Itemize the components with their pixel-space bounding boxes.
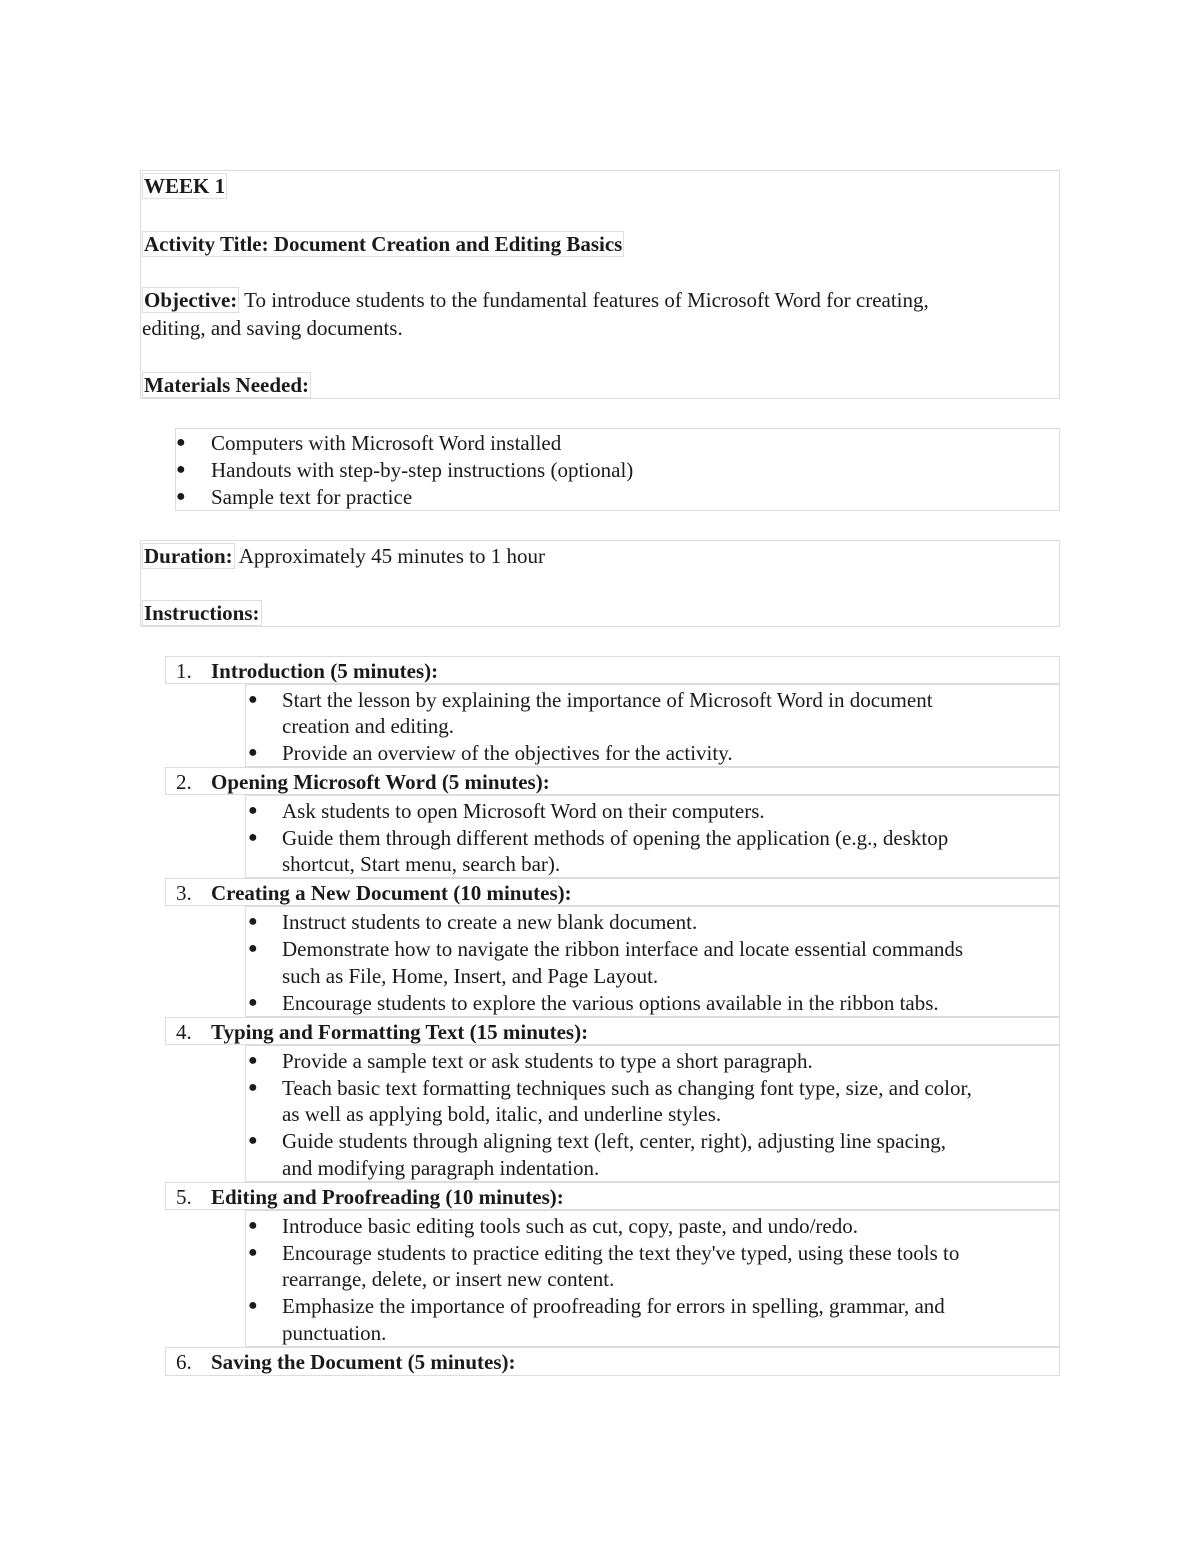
step-number: 6. <box>176 1350 192 1374</box>
bullet-icon: ● <box>248 1217 258 1234</box>
bullet-icon: ● <box>248 940 258 957</box>
objective-line-1: Objective: To introduce students to the fundamental features of Microsoft Word for creating, <box>144 288 929 312</box>
instructions-heading: Instructions: <box>144 601 260 625</box>
list-item: Ask students to open Microsoft Word on their computers. <box>282 799 765 823</box>
step-title: Editing and Proofreading (10 minutes): <box>211 1185 564 1209</box>
list-item: Introduce basic editing tools such as cut, copy, paste, and undo/redo. <box>282 1214 858 1238</box>
week-heading: WEEK 1 <box>144 174 226 198</box>
list-item: Start the lesson by explaining the importance of Microsoft Word in document <box>282 688 933 712</box>
list-item: rearrange, delete, or insert new content. <box>282 1267 615 1291</box>
list-item: Guide them through different methods of opening the application (e.g., desktop <box>282 826 949 850</box>
bullet-icon: ● <box>248 1132 258 1149</box>
bullet-icon: ● <box>248 829 258 846</box>
duration-line: Duration: Approximately 45 minutes to 1 hour <box>144 544 545 568</box>
bullet-icon: ● <box>248 1052 258 1069</box>
list-item: creation and editing. <box>282 714 455 738</box>
list-item: punctuation. <box>282 1321 387 1345</box>
list-item: Encourage students to explore the various options available in the ribbon tabs. <box>282 991 939 1015</box>
list-item: shortcut, Start menu, search bar). <box>282 852 561 876</box>
materials-heading: Materials Needed: <box>144 373 310 397</box>
step-number: 5. <box>176 1185 192 1209</box>
list-item: Guide students through aligning text (left, center, right), adjusting line spacing, <box>282 1129 947 1153</box>
list-item: Emphasize the importance of proofreading for errors in spelling, grammar, and <box>282 1294 945 1318</box>
step-number: 1. <box>176 659 192 683</box>
list-item: as well as applying bold, italic, and underline styles. <box>282 1102 722 1126</box>
step-title: Saving the Document (5 minutes): <box>211 1350 516 1374</box>
step-title: Typing and Formatting Text (15 minutes): <box>211 1020 589 1044</box>
objective-line-2: editing, and saving documents. <box>142 316 403 340</box>
step-number: 3. <box>176 881 192 905</box>
bullet-icon: ● <box>176 461 186 478</box>
list-item: Provide a sample text or ask students to type a short paragraph. <box>282 1049 813 1073</box>
header-block <box>140 170 1060 399</box>
list-item: Provide an overview of the objectives for the activity. <box>282 741 733 765</box>
list-item: Encourage students to practice editing the text they've typed, using these tools to <box>282 1241 960 1265</box>
step-number: 4. <box>176 1020 192 1044</box>
list-item: Sample text for practice <box>211 485 413 509</box>
step-title: Opening Microsoft Word (5 minutes): <box>211 770 550 794</box>
bullet-icon: ● <box>248 1079 258 1096</box>
step-title: Creating a New Document (10 minutes): <box>211 881 572 905</box>
list-item: such as File, Home, Insert, and Page Layout. <box>282 964 659 988</box>
bullet-icon: ● <box>176 488 186 505</box>
step-number: 2. <box>176 770 192 794</box>
activity-title: Activity Title: Document Creation and Editing Basics <box>144 232 623 256</box>
bullet-icon: ● <box>248 913 258 930</box>
bullet-icon: ● <box>248 691 258 708</box>
list-item: Computers with Microsoft Word installed <box>211 431 562 455</box>
bullet-icon: ● <box>248 744 258 761</box>
list-item: Handouts with step-by-step instructions (optional) <box>211 458 634 482</box>
bullet-icon: ● <box>248 994 258 1011</box>
list-item: Demonstrate how to navigate the ribbon interface and locate essential commands <box>282 937 964 961</box>
list-item: and modifying paragraph indentation. <box>282 1156 600 1180</box>
bullet-icon: ● <box>248 1297 258 1314</box>
list-item: Teach basic text formatting techniques such as changing font type, size, and color, <box>282 1076 972 1100</box>
bullet-icon: ● <box>176 434 186 451</box>
step-title: Introduction (5 minutes): <box>211 659 439 683</box>
list-item: Instruct students to create a new blank document. <box>282 910 698 934</box>
bullet-icon: ● <box>248 802 258 819</box>
bullet-icon: ● <box>248 1244 258 1261</box>
